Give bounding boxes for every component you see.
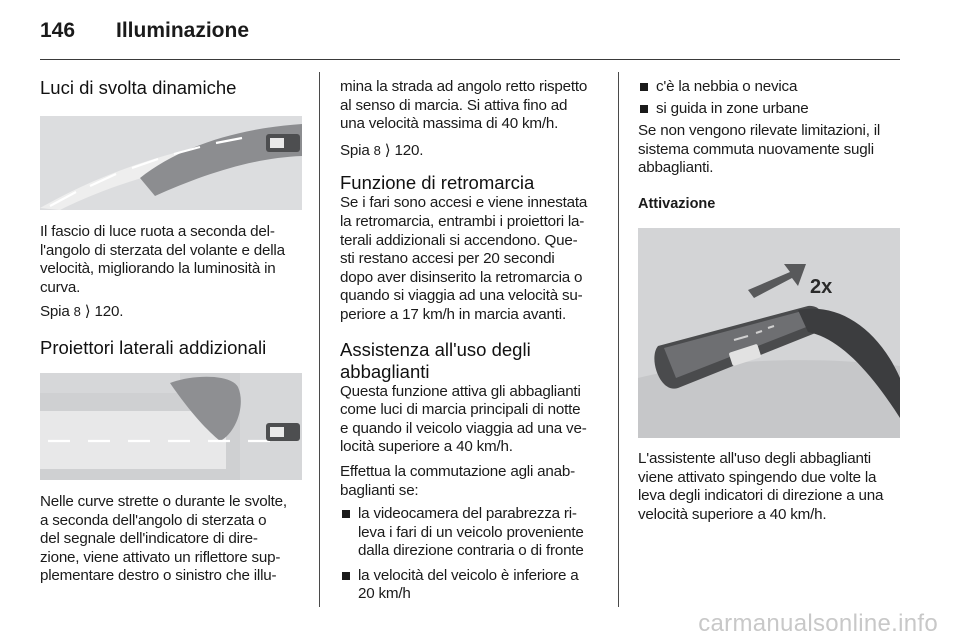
paragraph-lateral-cont: mina la strada ad angolo retto rispetto al senso di marcia. Si attiva fino ad una velocità massima di 40 km/h. bbox=[340, 78, 588, 133]
spia-reference-1: Spia 8 ⟩ 120. bbox=[40, 303, 124, 321]
page-ref-arrow-icon: ⟩ bbox=[84, 303, 91, 321]
conditions-list-cont bbox=[638, 78, 900, 118]
figure-lateral-lights bbox=[40, 373, 302, 480]
list-item: c'è la nebbia o nevica bbox=[638, 78, 900, 97]
figure-dynamic-bend-lights bbox=[40, 116, 302, 210]
column-divider-1 bbox=[319, 72, 320, 607]
watermark: carmanualsonline.info bbox=[698, 610, 938, 637]
list-item: la videocamera del parabrezza ri- leva i fari di un veicolo proveniente dalla direzione contraria o di fronte bbox=[340, 505, 602, 561]
paragraph-reverse: Se i fari sono accesi e viene innestata la retromarcia, entrambi i proiettori la- terali addizionali si accendono. Que- sti restano accesi per 20 secondi dopo aver disinserito la retromarcia o quando si viaggia ad una velocità su- periore a 17 km/h in marcia avanti. bbox=[340, 194, 588, 323]
spia-reference-2: Spia 8 ⟩ 120. bbox=[340, 141, 424, 159]
column-2 bbox=[340, 72, 602, 604]
page-ref-arrow-icon: ⟩ bbox=[384, 141, 391, 159]
paragraph-switch: Effettua la commutazione agli anab- baglianti se: bbox=[340, 462, 576, 499]
paragraph-limits: Se non vengono rilevate limitazioni, il sistema commuta nuovamente sugli abbaglianti. bbox=[638, 122, 881, 177]
heading-activation: Attivazione bbox=[638, 195, 716, 212]
paragraph-dynamic: Il fascio di luce ruota a seconda del- l'angolo di sterzata del volante e della velocità, migliorando la luminosità in curva. bbox=[40, 223, 285, 296]
paragraph-activation: L'assistente all'uso degli abbaglianti viene attivato spingendo due volte la leva degli indicatori di direzione a una velocità superiore a 40 km/h. bbox=[638, 449, 884, 523]
switch-conditions-list bbox=[340, 505, 602, 604]
headlamp-icon: 8 bbox=[73, 304, 81, 320]
column-1 bbox=[40, 72, 302, 586]
column-divider-2 bbox=[618, 72, 619, 607]
list-item: la velocità del veicolo è inferiore a 20 km/h bbox=[340, 567, 602, 604]
press-twice-label: 2x bbox=[810, 275, 833, 298]
figure-stalk-activation bbox=[638, 228, 900, 438]
paragraph-beam-assist: Questa funzione attiva gli abbaglianti come luci di marcia principali di notte e quando il veicolo viaggia ad una ve- locità superiore a 40 km/h. bbox=[340, 382, 587, 456]
column-3 bbox=[638, 72, 900, 524]
list-item: si guida in zone urbane bbox=[638, 100, 900, 119]
headlamp-icon: 8 bbox=[373, 142, 381, 158]
heading-reverse: Funzione di retromarcia bbox=[340, 172, 535, 194]
chapter-title: Illuminazione bbox=[116, 19, 250, 42]
heading-lateral-lights: Proiettori laterali addizionali bbox=[40, 336, 267, 358]
heading-dynamic-lights: Luci di svolta dinamiche bbox=[40, 77, 237, 98]
page-header bbox=[40, 19, 249, 47]
paragraph-lateral: Nelle curve strette o durante le svolte, a seconda dell'angolo di sterzata o del segnale dell'indicatore di dire- zione, viene attivato un riflettore sup- plementare destro o sinistro che illu- bbox=[40, 492, 287, 585]
page-number: 146 bbox=[40, 19, 76, 42]
header-rule bbox=[40, 59, 900, 60]
heading-beam-assist: Assistenza all'uso degli abbaglianti bbox=[340, 338, 531, 382]
